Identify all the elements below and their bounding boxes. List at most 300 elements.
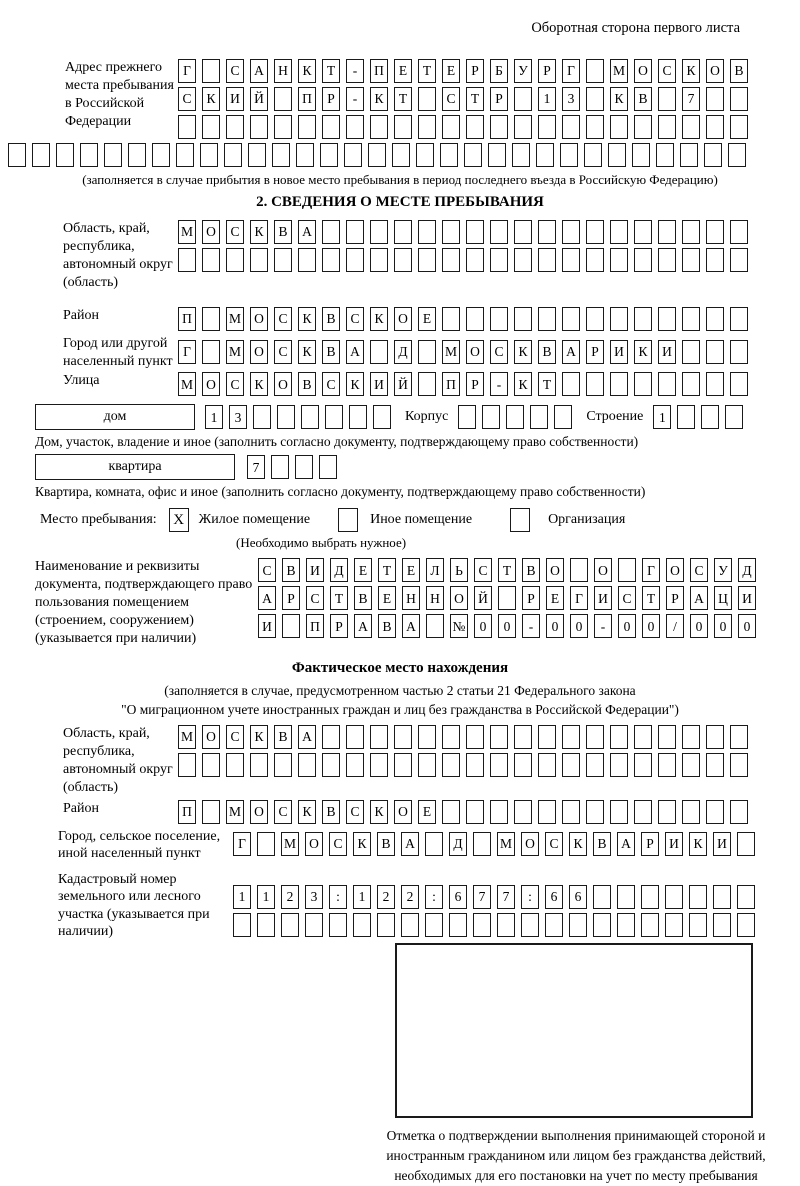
char-cell: [634, 115, 652, 139]
char-cell: [488, 143, 506, 167]
char-cell: [618, 558, 636, 582]
char-cell: К: [298, 307, 316, 331]
char-cell: С: [490, 340, 508, 364]
char-cell: [689, 885, 707, 909]
char-cell: [562, 115, 580, 139]
district-boxes: [178, 307, 748, 331]
document-boxes-line2: [258, 586, 756, 610]
char-cell: Т: [394, 87, 412, 111]
char-cell: К: [250, 372, 268, 396]
char-cell: [224, 143, 242, 167]
char-cell: В: [322, 800, 340, 824]
char-cell: С: [226, 59, 244, 83]
char-cell: 2: [401, 885, 419, 909]
stay-type-row: [40, 507, 792, 533]
char-cell: С: [329, 832, 347, 856]
char-cell: [178, 115, 196, 139]
char-cell: Т: [330, 586, 348, 610]
apartment-boxes: [247, 455, 337, 479]
organization-label: Организация: [548, 512, 626, 528]
prev-address-line4: [8, 143, 792, 167]
char-cell: [282, 614, 300, 638]
char-cell: [682, 340, 700, 364]
actual-location-title: Фактическое место нахождения: [291, 659, 509, 676]
char-cell: 0: [570, 614, 588, 638]
actual-location-note1: (заполняется в случае, предусмотренном частью 2 статьи 21 Федерального закона: [164, 682, 636, 698]
char-cell: [634, 372, 652, 396]
char-cell: [178, 753, 196, 777]
char-cell: В: [322, 307, 340, 331]
cadastral-boxes-line2: [233, 913, 755, 937]
char-cell: К: [689, 832, 707, 856]
char-cell: В: [354, 586, 372, 610]
char-cell: [466, 248, 484, 272]
char-cell: [569, 913, 587, 937]
char-cell: Т: [378, 558, 396, 582]
char-cell: [634, 753, 652, 777]
char-cell: [682, 372, 700, 396]
char-cell: К: [370, 87, 388, 111]
char-cell: [442, 753, 460, 777]
char-cell: [346, 248, 364, 272]
char-cell: /: [666, 614, 684, 638]
char-cell: [274, 248, 292, 272]
char-cell: О: [521, 832, 539, 856]
char-cell: [178, 248, 196, 272]
char-cell: 6: [569, 885, 587, 909]
char-cell: О: [706, 59, 724, 83]
char-cell: Р: [282, 586, 300, 610]
char-cell: Р: [586, 340, 604, 364]
char-cell: [658, 725, 676, 749]
char-cell: К: [370, 307, 388, 331]
actual-district-label: Район: [63, 800, 99, 816]
char-cell: Н: [426, 586, 444, 610]
char-cell: Й: [474, 586, 492, 610]
char-cell: -: [346, 87, 364, 111]
char-cell: [466, 725, 484, 749]
char-cell: [706, 725, 724, 749]
char-cell: П: [298, 87, 316, 111]
char-cell: В: [282, 558, 300, 582]
char-cell: [725, 405, 743, 429]
char-cell: [322, 725, 340, 749]
char-cell: В: [274, 725, 292, 749]
char-cell: [368, 143, 386, 167]
char-cell: [658, 800, 676, 824]
char-cell: [346, 115, 364, 139]
char-cell: [538, 307, 556, 331]
char-cell: [325, 405, 343, 429]
char-cell: [538, 220, 556, 244]
char-cell: [490, 800, 508, 824]
char-cell: [497, 913, 515, 937]
char-cell: [586, 753, 604, 777]
actual-city-boxes: [233, 832, 755, 856]
char-cell: [586, 725, 604, 749]
document-row: [8, 558, 792, 648]
char-cell: [353, 913, 371, 937]
char-cell: В: [322, 340, 340, 364]
cadastral-row: [8, 871, 792, 941]
char-cell: [562, 800, 580, 824]
char-cell: [322, 248, 340, 272]
char-cell: Т: [498, 558, 516, 582]
korpus-label: Корпус: [405, 409, 449, 425]
char-cell: 1: [233, 885, 251, 909]
char-cell: [272, 143, 290, 167]
char-cell: М: [281, 832, 299, 856]
char-cell: С: [346, 800, 364, 824]
char-cell: К: [298, 59, 316, 83]
char-cell: О: [594, 558, 612, 582]
char-cell: [514, 307, 532, 331]
char-cell: 7: [682, 87, 700, 111]
char-cell: Ь: [450, 558, 468, 582]
apartment-row: [35, 454, 792, 480]
street-row: [8, 372, 792, 396]
char-cell: Т: [642, 586, 660, 610]
char-cell: [370, 220, 388, 244]
char-cell: [610, 725, 628, 749]
char-cell: [425, 832, 443, 856]
char-cell: 1: [653, 405, 671, 429]
char-cell: Д: [394, 340, 412, 364]
char-cell: [730, 372, 748, 396]
char-cell: К: [250, 725, 268, 749]
char-cell: [514, 248, 532, 272]
char-cell: [418, 725, 436, 749]
char-cell: Т: [538, 372, 556, 396]
char-cell: И: [258, 614, 276, 638]
organization-checkbox: [510, 508, 530, 532]
char-cell: [458, 405, 476, 429]
char-cell: [349, 405, 367, 429]
char-cell: [346, 753, 364, 777]
char-cell: [554, 405, 572, 429]
char-cell: [706, 340, 724, 364]
char-cell: [658, 115, 676, 139]
char-cell: 0: [546, 614, 564, 638]
char-cell: И: [226, 87, 244, 111]
other-premises-label: Иное помещение: [370, 512, 473, 528]
char-cell: С: [322, 372, 340, 396]
char-cell: [538, 800, 556, 824]
cadastral-label: Кадастровый номер земельного или лесного участка (указывается при наличии): [58, 871, 210, 940]
char-cell: [370, 753, 388, 777]
char-cell: [562, 372, 580, 396]
char-cell: С: [658, 59, 676, 83]
char-cell: [370, 340, 388, 364]
char-cell: 1: [205, 405, 223, 429]
char-cell: 0: [738, 614, 756, 638]
street-label: Улица: [63, 373, 100, 389]
char-cell: Р: [466, 372, 484, 396]
char-cell: [634, 248, 652, 272]
char-cell: [305, 913, 323, 937]
char-cell: [401, 913, 419, 937]
char-cell: А: [690, 586, 708, 610]
char-cell: Р: [322, 87, 340, 111]
char-cell: 3: [562, 87, 580, 111]
char-cell: 7: [247, 455, 265, 479]
char-cell: [202, 340, 220, 364]
char-cell: [514, 725, 532, 749]
char-cell: К: [569, 832, 587, 856]
char-cell: С: [226, 372, 244, 396]
char-cell: С: [474, 558, 492, 582]
char-cell: :: [521, 885, 539, 909]
char-cell: 6: [545, 885, 563, 909]
char-cell: [490, 248, 508, 272]
char-cell: [514, 800, 532, 824]
char-cell: [466, 753, 484, 777]
char-cell: В: [593, 832, 611, 856]
char-cell: [610, 753, 628, 777]
char-cell: [418, 220, 436, 244]
char-cell: [617, 913, 635, 937]
char-cell: [226, 248, 244, 272]
char-cell: [586, 115, 604, 139]
char-cell: [593, 885, 611, 909]
char-cell: [730, 307, 748, 331]
char-cell: К: [353, 832, 371, 856]
char-cell: [490, 753, 508, 777]
char-cell: [346, 220, 364, 244]
char-cell: [32, 143, 50, 167]
char-cell: А: [298, 725, 316, 749]
char-cell: К: [514, 372, 532, 396]
char-cell: [277, 405, 295, 429]
char-cell: [713, 913, 731, 937]
char-cell: 6: [449, 885, 467, 909]
char-cell: [80, 143, 98, 167]
char-cell: -: [522, 614, 540, 638]
char-cell: [593, 913, 611, 937]
char-cell: С: [306, 586, 324, 610]
char-cell: [8, 143, 26, 167]
char-cell: 0: [714, 614, 732, 638]
char-cell: [253, 405, 271, 429]
char-cell: А: [354, 614, 372, 638]
city-boxes: [178, 340, 748, 364]
char-cell: Р: [466, 59, 484, 83]
char-cell: [418, 372, 436, 396]
char-cell: [250, 115, 268, 139]
char-cell: [682, 115, 700, 139]
actual-location-note2: "О миграционном учете иностранных граждан и лиц без гражданства в Российской Федерации"): [121, 701, 679, 717]
char-cell: О: [634, 59, 652, 83]
char-cell: К: [610, 87, 628, 111]
char-cell: [449, 913, 467, 937]
district-row: [8, 307, 792, 331]
char-cell: И: [713, 832, 731, 856]
char-cell: [737, 885, 755, 909]
char-cell: О: [450, 586, 468, 610]
char-cell: 0: [690, 614, 708, 638]
stroenie-label: Строение: [586, 409, 644, 425]
char-cell: [730, 220, 748, 244]
actual-region-row: [8, 725, 792, 797]
char-cell: [538, 115, 556, 139]
char-cell: [706, 307, 724, 331]
char-cell: [250, 248, 268, 272]
char-cell: [536, 143, 554, 167]
char-cell: [295, 455, 313, 479]
char-cell: [346, 725, 364, 749]
city-row: [8, 335, 792, 371]
char-cell: [610, 115, 628, 139]
char-cell: [562, 753, 580, 777]
char-cell: В: [538, 340, 556, 364]
char-cell: О: [202, 372, 220, 396]
char-cell: [370, 248, 388, 272]
char-cell: Р: [522, 586, 540, 610]
char-cell: С: [442, 87, 460, 111]
char-cell: [706, 87, 724, 111]
char-cell: Г: [178, 59, 196, 83]
actual-city-label: Город, сельское поселение, иной населенный пункт: [58, 828, 221, 862]
char-cell: :: [329, 885, 347, 909]
char-cell: А: [298, 220, 316, 244]
char-cell: [202, 307, 220, 331]
char-cell: [634, 800, 652, 824]
char-cell: [226, 753, 244, 777]
char-cell: [466, 800, 484, 824]
char-cell: [641, 913, 659, 937]
char-cell: -: [346, 59, 364, 83]
char-cell: [682, 220, 700, 244]
char-cell: [730, 248, 748, 272]
char-cell: С: [690, 558, 708, 582]
document-boxes-line1: [258, 558, 756, 582]
char-cell: [202, 753, 220, 777]
char-cell: [586, 307, 604, 331]
char-cell: [570, 558, 588, 582]
char-cell: [490, 220, 508, 244]
char-cell: [202, 59, 220, 83]
cadastral-boxes-line1: [233, 885, 755, 909]
char-cell: П: [370, 59, 388, 83]
char-cell: [704, 143, 722, 167]
document-boxes-line3: [258, 614, 756, 638]
char-cell: [442, 307, 460, 331]
char-cell: М: [226, 800, 244, 824]
house-box-label: дом: [35, 404, 195, 430]
char-cell: Р: [490, 87, 508, 111]
actual-region-label: Область, край, республика, автономный округ (область): [63, 725, 173, 795]
prev-address-label: Адрес прежнего места пребывания в Российской Федерации: [65, 60, 174, 129]
char-cell: [562, 248, 580, 272]
char-cell: [442, 115, 460, 139]
char-cell: [250, 753, 268, 777]
char-cell: [370, 725, 388, 749]
char-cell: [706, 115, 724, 139]
char-cell: [706, 220, 724, 244]
house-number-boxes: [205, 405, 391, 429]
char-cell: [586, 59, 604, 83]
char-cell: Е: [394, 59, 412, 83]
char-cell: [202, 800, 220, 824]
char-cell: [730, 725, 748, 749]
char-cell: [665, 885, 683, 909]
char-cell: [440, 143, 458, 167]
char-cell: К: [634, 340, 652, 364]
char-cell: [466, 115, 484, 139]
char-cell: [634, 307, 652, 331]
char-cell: О: [546, 558, 564, 582]
char-cell: [394, 248, 412, 272]
char-cell: [344, 143, 362, 167]
char-cell: 7: [473, 885, 491, 909]
char-cell: [128, 143, 146, 167]
char-cell: М: [178, 220, 196, 244]
region-boxes-line2: [178, 248, 748, 272]
char-cell: [329, 913, 347, 937]
char-cell: -: [490, 372, 508, 396]
confirmation-stamp-box: [395, 943, 753, 1118]
char-cell: [701, 405, 719, 429]
char-cell: 3: [305, 885, 323, 909]
prev-address-note: (заполняется в случае прибытия в новое место пребывания в период последнего въезда в Российскую Федерацию): [82, 172, 718, 187]
char-cell: М: [178, 725, 196, 749]
char-cell: 1: [538, 87, 556, 111]
char-cell: [730, 800, 748, 824]
char-cell: 0: [498, 614, 516, 638]
char-cell: [257, 832, 275, 856]
char-cell: [322, 220, 340, 244]
char-cell: [490, 115, 508, 139]
char-cell: Р: [666, 586, 684, 610]
char-cell: И: [594, 586, 612, 610]
district-label: Район: [63, 307, 99, 323]
char-cell: Е: [418, 800, 436, 824]
char-cell: М: [442, 340, 460, 364]
char-cell: Д: [738, 558, 756, 582]
char-cell: [680, 143, 698, 167]
char-cell: А: [401, 832, 419, 856]
char-cell: Д: [449, 832, 467, 856]
char-cell: Е: [378, 586, 396, 610]
char-cell: К: [370, 800, 388, 824]
char-cell: [658, 87, 676, 111]
char-cell: У: [514, 59, 532, 83]
char-cell: [394, 753, 412, 777]
region-label: Область, край, республика, автономный округ (область): [63, 221, 173, 290]
actual-district-boxes: [178, 800, 748, 824]
char-cell: Г: [570, 586, 588, 610]
char-cell: [514, 115, 532, 139]
char-cell: И: [370, 372, 388, 396]
char-cell: [610, 307, 628, 331]
char-cell: [713, 885, 731, 909]
char-cell: Ц: [714, 586, 732, 610]
char-cell: Г: [233, 832, 251, 856]
char-cell: О: [250, 307, 268, 331]
other-premises-checkbox: [338, 508, 358, 532]
char-cell: [394, 220, 412, 244]
char-cell: [464, 143, 482, 167]
char-cell: С: [274, 340, 292, 364]
char-cell: [545, 913, 563, 937]
char-cell: Т: [466, 87, 484, 111]
char-cell: [271, 455, 289, 479]
korpus-boxes: [458, 405, 572, 429]
char-cell: [274, 87, 292, 111]
char-cell: С: [618, 586, 636, 610]
char-cell: [658, 372, 676, 396]
char-cell: И: [738, 586, 756, 610]
